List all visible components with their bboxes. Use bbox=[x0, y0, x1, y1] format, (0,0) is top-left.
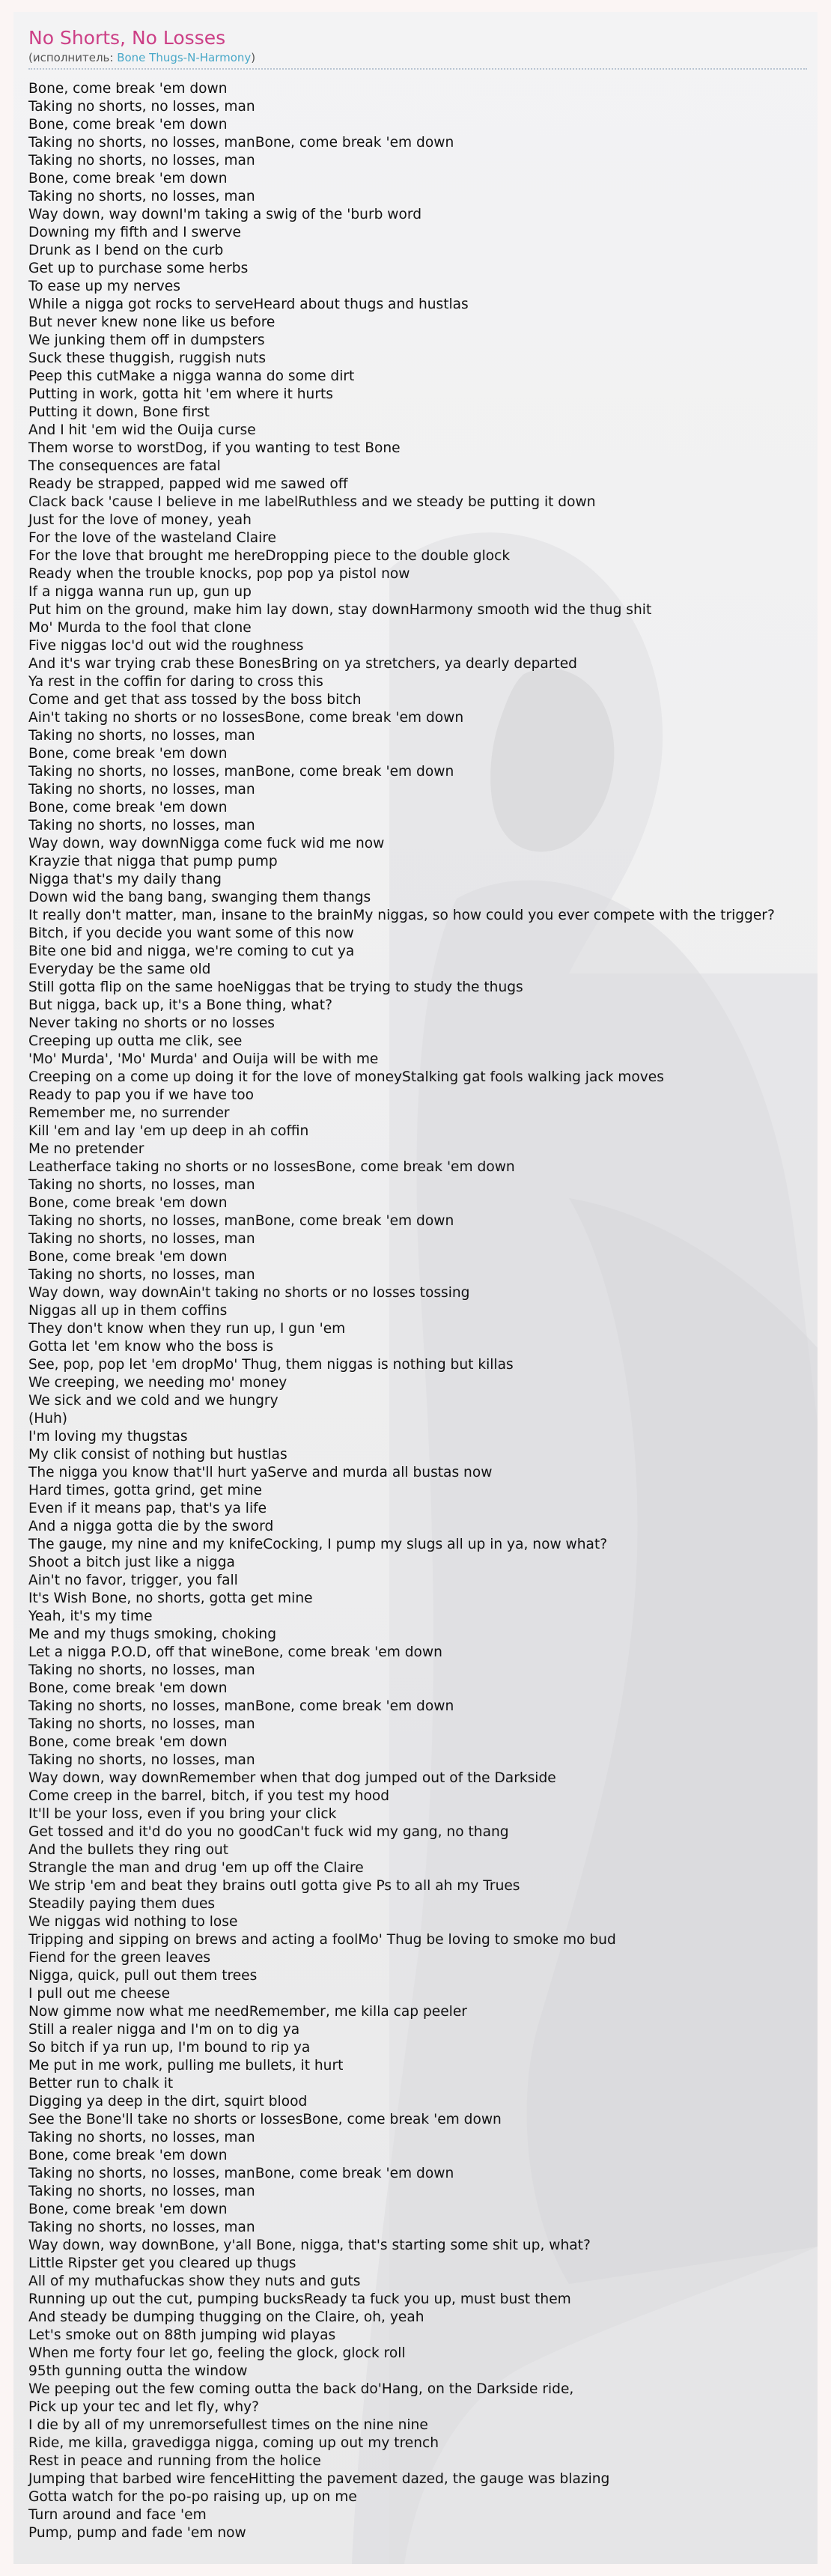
lyric-line: Clack back 'cause I believe in me labelRuthless and we steady be putting it down bbox=[28, 494, 596, 510]
lyric-line: But nigga, back up, it's a Bone thing, what? bbox=[28, 997, 332, 1013]
lyric-line: Taking no shorts, no losses, man bbox=[28, 728, 255, 744]
lyric-line: Bone, come break 'em down bbox=[28, 81, 228, 97]
lyric-line: The nigga you know that'll hurt yaServe and murda all bustas now bbox=[28, 1465, 493, 1480]
lyric-line: Pump, pump and fade 'em now bbox=[28, 2525, 246, 2541]
lyric-line: Them worse to worstDog, if you wanting to test Bone bbox=[28, 440, 401, 456]
lyric-line: Never taking no shorts or no losses bbox=[28, 1015, 275, 1031]
lyric-line: Bone, come break 'em down bbox=[28, 1734, 228, 1750]
lyric-line: Gotta watch for the po-po raising up, up on me bbox=[28, 2489, 357, 2505]
lyric-line: Digging ya deep in the dirt, squirt blood bbox=[28, 2094, 308, 2109]
performer-prefix: (исполнитель: bbox=[28, 51, 118, 64]
lyric-line: Five niggas loc'd out wid the roughness bbox=[28, 638, 304, 654]
lyric-line: Kill 'em and lay 'em up deep in ah coffin bbox=[28, 1123, 309, 1139]
lyric-line: 95th gunning outta the window bbox=[28, 2363, 248, 2379]
lyric-line: Shoot a bitch just like a nigga bbox=[28, 1555, 235, 1570]
lyric-line: Taking no shorts, no losses, man bbox=[28, 189, 255, 204]
lyric-line: Bone, come break 'em down bbox=[28, 800, 228, 815]
lyric-line: For the love that brought me hereDropping piece to the double glock bbox=[28, 548, 511, 564]
lyric-line: Way down, way downRemember when that dog jumped out of the Darkside bbox=[28, 1770, 556, 1786]
lyric-line: Ride, me killa, gravedigga nigga, coming up out my trench bbox=[28, 2435, 439, 2451]
lyric-line: Ready be strapped, papped wid me sawed off bbox=[28, 476, 348, 492]
lyric-line: We junking them off in dumpsters bbox=[28, 332, 265, 348]
lyric-line: Steadily paying them dues bbox=[28, 1896, 216, 1912]
lyric-line: Jumping that barbed wire fenceHitting the pavement dazed, the gauge was blazing bbox=[28, 2471, 610, 2487]
lyric-line: Still a realer nigga and I'm on to dig ya bbox=[28, 2022, 300, 2038]
lyric-line: Hard times, gotta grind, get mine bbox=[28, 1483, 262, 1498]
performer-suffix: ) bbox=[251, 51, 256, 64]
lyric-line: Bone, come break 'em down bbox=[28, 746, 228, 762]
lyric-line: Nigga that's my daily thang bbox=[28, 872, 222, 887]
lyric-line: Ya rest in the coffin for daring to cross this bbox=[28, 674, 323, 690]
lyric-line: Bone, come break 'em down bbox=[28, 1680, 228, 1696]
lyric-line: I die by all of my unremorsefullest times on the nine nine bbox=[28, 2417, 428, 2433]
lyric-line: Bitch, if you decide you want some of this now bbox=[28, 926, 354, 941]
lyric-line: See the Bone'll take no shorts or lossesBone, come break 'em down bbox=[28, 2112, 502, 2127]
lyric-line: Just for the love of money, yeah bbox=[28, 512, 252, 528]
lyric-line: Pick up your tec and let fly, why? bbox=[28, 2399, 260, 2415]
lyric-line: We sick and we cold and we hungry bbox=[28, 1393, 278, 1409]
article bbox=[28, 27, 807, 2542]
lyric-line: Remember me, no surrender bbox=[28, 1105, 230, 1121]
lyric-line: Bone, come break 'em down bbox=[28, 117, 228, 133]
lyric-line: Nigga, quick, pull out them trees bbox=[28, 1968, 258, 1984]
lyric-line: Bone, come break 'em down bbox=[28, 1249, 228, 1265]
lyrics-text bbox=[28, 80, 807, 2542]
lyric-line: Niggas all up in them coffins bbox=[28, 1303, 228, 1319]
lyric-line: Ain't taking no shorts or no lossesBone, come break 'em down bbox=[28, 710, 464, 726]
lyric-line: (Huh) bbox=[28, 1411, 68, 1427]
lyric-line: But never knew none like us before bbox=[28, 315, 276, 330]
lyric-line: Taking no shorts, no losses, man bbox=[28, 1752, 255, 1768]
lyric-line: Ain't no favor, trigger, you fall bbox=[28, 1573, 238, 1588]
lyric-line: Bite one bid and nigga, we're coming to cut ya bbox=[28, 944, 355, 959]
lyric-line: Mo' Murda to the fool that clone bbox=[28, 620, 252, 636]
lyric-line: It really don't matter, man, insane to the brainMy niggas, so how could you ever compete with the trigger? bbox=[28, 908, 775, 923]
song-title: No Shorts, No Losses bbox=[28, 27, 226, 49]
lyric-line: My clik consist of nothing but hustlas bbox=[28, 1447, 287, 1462]
lyric-line: Suck these thuggish, ruggish nuts bbox=[28, 350, 267, 366]
lyric-line: Bone, come break 'em down bbox=[28, 2202, 228, 2217]
lyric-line: Tripping and sipping on brews and acting a foolMo' Thug be loving to smoke mo bud bbox=[28, 1932, 616, 1948]
lyric-line: Way down, way downI'm taking a swig of the 'burb word bbox=[28, 207, 422, 222]
lyric-line: 'Mo' Murda', 'Mo' Murda' and Ouija will be with me bbox=[28, 1051, 379, 1067]
lyric-line: Bone, come break 'em down bbox=[28, 2148, 228, 2163]
lyric-line: Running up out the cut, pumping bucksReady ta fuck you up, must bust them bbox=[28, 2291, 571, 2307]
lyric-line: So bitch if ya run up, I'm bound to rip ya bbox=[28, 2040, 311, 2056]
lyric-line: Better run to chalk it bbox=[28, 2076, 174, 2092]
lyric-line: Come creep in the barrel, bitch, if you test my hood bbox=[28, 1788, 390, 1804]
lyric-line: The gauge, my nine and my knifeCocking, I pump my slugs all up in ya, now what? bbox=[28, 1537, 608, 1552]
lyric-line: Strangle the man and drug 'em up off the Claire bbox=[28, 1860, 364, 1876]
lyric-line: While a nigga got rocks to serveHeard about thugs and hustlas bbox=[28, 297, 469, 312]
lyric-line: Put him on the ground, make him lay down, stay downHarmony smooth wid the thug shit bbox=[28, 602, 652, 618]
lyric-line: If a nigga wanna run up, gun up bbox=[28, 584, 252, 600]
lyric-line: All of my muthafuckas show they nuts and guts bbox=[28, 2273, 361, 2289]
lyric-line: Little Ripster get you cleared up thugs bbox=[28, 2255, 296, 2271]
lyric-line: Even if it means pap, that's ya life bbox=[28, 1501, 267, 1516]
lyric-line: Get tossed and it'd do you no goodCan't fuck wid my gang, no thang bbox=[28, 1824, 509, 1840]
lyric-line: To ease up my nerves bbox=[28, 279, 180, 294]
lyric-line: Taking no shorts, no losses, manBone, come break 'em down bbox=[28, 1698, 454, 1714]
lyric-line: Taking no shorts, no losses, man bbox=[28, 2184, 255, 2199]
lyric-line: Taking no shorts, no losses, manBone, come break 'em down bbox=[28, 764, 454, 780]
lyric-line: Taking no shorts, no losses, man bbox=[28, 1662, 255, 1678]
lyric-line: I'm loving my thugstas bbox=[28, 1429, 188, 1445]
lyric-line: Me no pretender bbox=[28, 1141, 144, 1157]
lyric-line: For the love of the wasteland Claire bbox=[28, 530, 277, 546]
lyric-line: When me forty four let go, feeling the glock, glock roll bbox=[28, 2345, 406, 2361]
lyric-line: The consequences are fatal bbox=[28, 458, 221, 474]
lyric-line: And it's war trying crab these BonesBring on ya stretchers, ya dearly departed bbox=[28, 656, 577, 672]
lyric-line: It's Wish Bone, no shorts, gotta get mine bbox=[28, 1591, 313, 1606]
lyric-line: Bone, come break 'em down bbox=[28, 171, 228, 186]
lyric-line: Down wid the bang bang, swanging them thangs bbox=[28, 890, 371, 905]
lyric-line: We creeping, we needing mo' money bbox=[28, 1375, 287, 1391]
lyric-line: Taking no shorts, no losses, man bbox=[28, 153, 255, 168]
lyric-line: And a nigga gotta die by the sword bbox=[28, 1519, 274, 1534]
lyric-line: Taking no shorts, no losses, man bbox=[28, 2130, 255, 2145]
lyric-line: Turn around and face 'em bbox=[28, 2507, 207, 2523]
lyric-line: We peeping out the few coming outta the back do'Hang, on the Darkside ride, bbox=[28, 2381, 574, 2397]
lyric-line: Still gotta flip on the same hoeNiggas that be trying to study the thugs bbox=[28, 979, 523, 995]
lyric-line: Taking no shorts, no losses, man bbox=[28, 1231, 255, 1247]
performer-line bbox=[28, 51, 807, 70]
lyric-line: Get up to purchase some herbs bbox=[28, 261, 249, 276]
lyric-line: Taking no shorts, no losses, man bbox=[28, 782, 255, 798]
lyric-line: Everyday be the same old bbox=[28, 962, 211, 977]
lyric-line: Way down, way downNigga come fuck wid me now bbox=[28, 836, 385, 851]
lyric-line: Leatherface taking no shorts or no lossesBone, come break 'em down bbox=[28, 1159, 515, 1175]
lyric-line: Putting it down, Bone first bbox=[28, 404, 210, 420]
lyric-line: We strip 'em and beat they brains outI gotta give Ps to all ah my Trues bbox=[28, 1878, 520, 1894]
lyric-line: Bone, come break 'em down bbox=[28, 1195, 228, 1211]
lyric-line: Taking no shorts, no losses, manBone, come break 'em down bbox=[28, 2166, 454, 2181]
lyric-line: Taking no shorts, no losses, manBone, come break 'em down bbox=[28, 135, 454, 151]
lyric-line: Krayzie that nigga that pump pump bbox=[28, 854, 278, 869]
lyric-line: Let's smoke out on 88th jumping wid playas bbox=[28, 2327, 336, 2343]
lyric-line: Fiend for the green leaves bbox=[28, 1950, 211, 1966]
lyric-line: Now gimme now what me needRemember, me killa cap peeler bbox=[28, 2004, 467, 2020]
lyric-line: Come and get that ass tossed by the boss bitch bbox=[28, 692, 362, 708]
lyric-line: Creeping up outta me clik, see bbox=[28, 1033, 243, 1049]
lyric-line: Ready when the trouble knocks, pop pop ya pistol now bbox=[28, 566, 410, 582]
lyric-line: Peep this cutMake a nigga wanna do some dirt bbox=[28, 368, 355, 384]
lyric-line: Taking no shorts, no losses, man bbox=[28, 818, 255, 833]
lyric-line: Downing my fifth and I swerve bbox=[28, 225, 241, 240]
lyric-line: Taking no shorts, no losses, manBone, come break 'em down bbox=[28, 1213, 454, 1229]
lyric-line: Yeah, it's my time bbox=[28, 1609, 153, 1624]
lyric-line: We niggas wid nothing to lose bbox=[28, 1914, 238, 1930]
lyric-line: Way down, way downBone, y'all Bone, nigga, that's starting some shit up, what? bbox=[28, 2238, 591, 2253]
lyric-line: Taking no shorts, no losses, man bbox=[28, 1177, 255, 1193]
lyric-line: Creeping on a come up doing it for the love of moneyStalking gat fools walking jack moves bbox=[28, 1069, 664, 1085]
lyric-line: Taking no shorts, no losses, man bbox=[28, 2220, 255, 2235]
lyric-line: Putting in work, gotta hit 'em where it hurts bbox=[28, 386, 333, 402]
lyric-line: Taking no shorts, no losses, man bbox=[28, 99, 255, 115]
lyric-line: Ready to pap you if we have too bbox=[28, 1087, 254, 1103]
artist-link[interactable]: Bone Thugs-N-Harmony bbox=[117, 51, 252, 64]
lyric-line: Me put in me work, pulling me bullets, it hurt bbox=[28, 2058, 344, 2074]
lyric-line: I pull out me cheese bbox=[28, 1986, 171, 2002]
lyric-line: It'll be your loss, even if you bring your click bbox=[28, 1806, 337, 1822]
lyric-line: Taking no shorts, no losses, man bbox=[28, 1267, 255, 1283]
lyric-line: Way down, way downAin't taking no shorts or no losses tossing bbox=[28, 1285, 470, 1301]
lyric-line: And the bullets they ring out bbox=[28, 1842, 229, 1858]
lyric-line: See, pop, pop let 'em dropMo' Thug, them niggas is nothing but killas bbox=[28, 1357, 514, 1373]
lyric-line: Let a nigga P.O.D, off that wineBone, come break 'em down bbox=[28, 1644, 442, 1660]
lyric-line: Me and my thugs smoking, choking bbox=[28, 1626, 276, 1642]
lyric-line: And steady be dumping thugging on the Claire, oh, yeah bbox=[28, 2309, 424, 2325]
lyric-line: Drunk as I bend on the curb bbox=[28, 243, 224, 258]
lyric-line: They don't know when they run up, I gun 'em bbox=[28, 1321, 346, 1337]
lyric-line: And I hit 'em wid the Ouija curse bbox=[28, 422, 256, 438]
lyric-line: Gotta let 'em know who the boss is bbox=[28, 1339, 274, 1355]
lyric-line: Rest in peace and running from the holice bbox=[28, 2453, 321, 2469]
lyric-line: Taking no shorts, no losses, man bbox=[28, 1716, 255, 1732]
